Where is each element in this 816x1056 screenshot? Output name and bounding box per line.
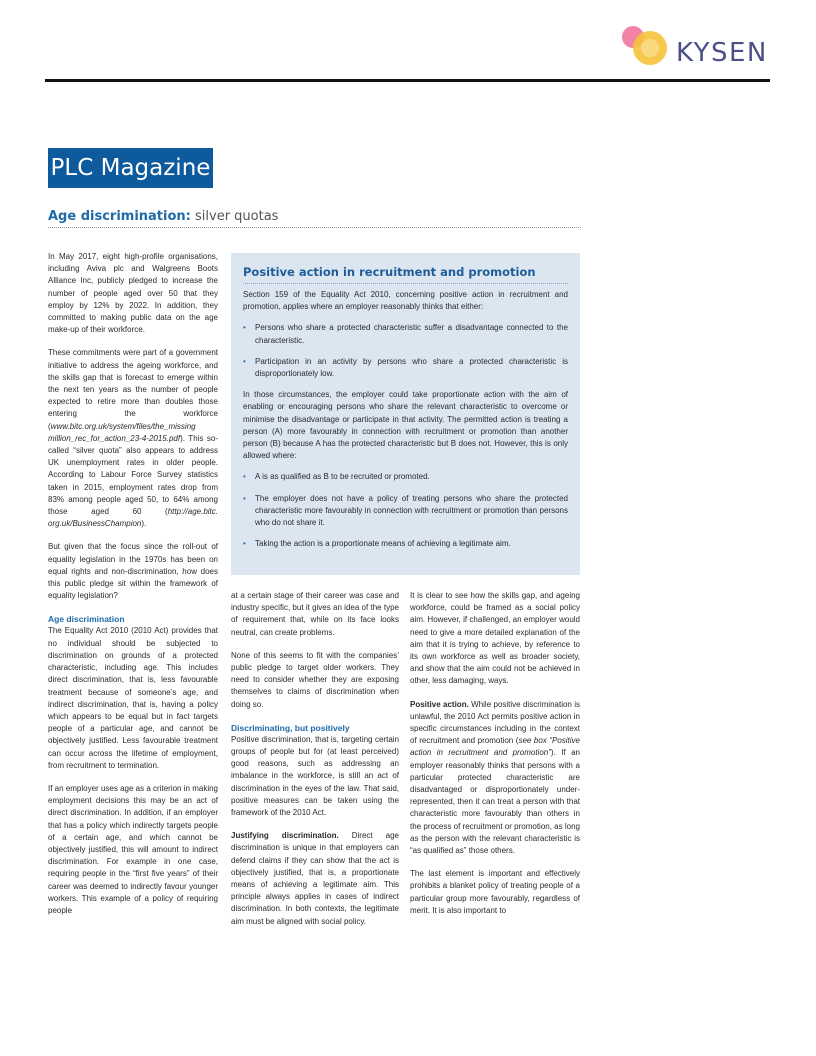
- box-list-1: [243, 322, 568, 380]
- kysen-logo: [620, 22, 780, 72]
- box-list-2: [243, 471, 568, 550]
- box-divider: [243, 283, 568, 284]
- paragraph: But given that the focus since the roll-out of equality legislation in the 1970s has been on equal rights and non-discrimination, how does this public pledge sit within the framework of equality legislation?: [48, 542, 218, 601]
- paragraph: In May 2017, eight high-profile organisations, including Aviva plc and Walgreens Boots Alliance Inc, publicly pledged to increase the number of people aged over 50 that they employ by 12% by 2022. In addition, they committed to making public data on the age make-up of their workforce.: [48, 252, 218, 335]
- bullet-icon: •: [243, 356, 246, 366]
- paragraph: at a certain stage of their career was case and industry specific, but it gives an idea of the type of requirement that, while on its face looks neutral, can create problems.: [231, 591, 399, 637]
- paragraph: The last element is important and effectively prohibits a blanket policy of treating people of a particular group more favourably, regardless of merit. It is also important to: [410, 869, 580, 915]
- magazine-title: PLC Magazine: [48, 148, 213, 188]
- list-item: • Participation in an activity by persons who share a protected characteristic is disproportionately low.: [243, 356, 568, 379]
- list-item: • Taking the action is a proportionate means of achieving a legitimate aim.: [243, 538, 568, 550]
- list-item: • Persons who share a protected characteristic suffer a disadvantage connected to the characteristic.: [243, 323, 568, 345]
- lead-in: Positive action.: [410, 699, 469, 709]
- lead-in: Justifying discrimination.: [231, 831, 339, 841]
- paragraph: Justifying discrimination. Direct age discrimination is unique in that employers can defend claims if they can show that the act is objectively justified, that is, a proportionate means of achieving a legitimate aim. This principle always applies in cases of indirect discrimination. In both contexts, the legitimate aim must be aligned with social policy.: [231, 831, 400, 926]
- bullet-icon: •: [243, 493, 246, 503]
- box-title: Positive action in recruitment and promotion: [243, 265, 536, 279]
- box-intro: Section 159 of the Equality Act 2010, concerning positive action in recruitment and promotion, applies where an employer reasonably thinks that either:: [243, 290, 568, 312]
- list-item: • A is as qualified as B to be recruited or promoted.: [243, 471, 568, 483]
- box-middle: In those circumstances, the employer could take proportionate action with the aim of enabling or encouraging persons who share the relevant characteristic to overcome or minimise the disadvantage or participate in that activity. The permitted action is treating a person (A) more favourably in connection with recruitment or promotion than another person (B) because A has the protected characteristic but B does not. However, this is only allowed where:: [243, 390, 568, 461]
- paragraph: Positive discrimination, that is, targeting certain groups of people but for (at least perceived) good reasons, such as addressing an imbalance in the workforce, is still an act of discrimination in the eyes of the law. That said, positive measures can be taken using the framework of the 2010 Act.: [231, 734, 399, 818]
- column-3: [410, 590, 580, 928]
- column-2: [231, 590, 399, 939]
- section-heading-age-discrimination: Age discrimination: [48, 614, 125, 625]
- paragraph: If an employer uses age as a criterion in making employment decisions this may be an act of direct discrimination. In addition, if an employer that has a policy which indirectly targets people of a certain age, and which cannot be objectively justified, this will amount to indirect discrimination. For example in one case, requiring people in the “first five years” of their career was deemed to indirectly favour younger workers. This example of a policy of requiring people: [48, 783, 218, 915]
- paragraph: Positive action. While positive discrimination is unlawful, the 2010 Act permits positive action in specific circumstances including in the context of recruitment and promotion (see box “Positive action in recruitment and promotion”). If an employer reasonably thinks that persons with a particular protected characteristic are disadvantaged or disproportionately under-represented, then it can treat a person with that characteristic more favourably than others in the process of recruitment or promotion, as long as the person with the relevant characteristic is “as qualified as” those others.: [410, 699, 581, 856]
- cross-reference: see box “Positive action in recruitment and promotion”: [410, 736, 580, 758]
- paragraph: These commitments were part of a government initiative to address the ageing workforce, and the skills gap that is forecast to emerge within the next ten years as the number of people expected to retire more than doubles those entering the workforce (www.bitc.org.uk/system/files/the_missing million_rec_for_action_23-4-2015.pdf). This so-called “silver quota” also appears to address UK unemployment rates in older people. According to Labour Force Survey statistics taken in 2015, employment rates drop from 83% among people aged 50, to 64% among those aged 60 (http://age.bitc. org.uk/BusinessChampion).: [48, 348, 218, 529]
- paragraph: None of this seems to fit with the companies’ public pledge to target older workers. They need to consider whether they are exposing themselves to claims of discrimination when doing so.: [231, 650, 399, 709]
- link-bitc-pdf[interactable]: www.bitc.org.uk/system/files/the_missing million_rec_for_action_23-4-2015.pdf: [48, 421, 196, 443]
- header-rule: [45, 79, 770, 82]
- section-heading-discriminating: Discriminating, but positively: [231, 722, 350, 733]
- logo-wordmark: KYSEN: [676, 38, 768, 68]
- bullet-icon: •: [243, 323, 246, 333]
- link-bitc-champion[interactable]: http://age.bitc. org.uk/BusinessChampion: [48, 507, 218, 529]
- box-content: [243, 289, 568, 559]
- article-title-sub: silver quotas: [190, 209, 279, 224]
- column-1: [48, 251, 218, 928]
- logo-yellow-circle-icon: [633, 31, 667, 65]
- article-title-bold: Age discrimination:: [48, 209, 191, 224]
- list-item: • The employer does not have a policy of treating persons who share the protected characteristic more favourably in connection with recruitment or promotion than persons who do not share it.: [243, 493, 568, 528]
- paragraph: The Equality Act 2010 (2010 Act) provides that no individual should be subjected to discrimination on grounds of a protected characteristic, including age. This includes direct discrimination, that is, less favourable treatment because of someone’s age, and indirect discrimination, that is, having a policy which appears to be equal but in fact targets people of a particular age, and cannot be objectively justified. Less favourable treatment can occur across the lifetime of employment, from recruitment to termination.: [48, 626, 218, 770]
- article-title: [48, 209, 278, 224]
- title-divider: [48, 227, 581, 228]
- positive-action-box: [231, 253, 580, 575]
- paragraph: It is clear to see how the skills gap, and ageing workforce, could be framed as a social policy aim. However, if challenged, an employer would need to give a more detailed explanation of the aim that it is trying to achieve, by reference to its own workforce as well as broader society, and show that the aim could not be achieved in other, less damaging, ways.: [410, 591, 580, 686]
- bullet-icon: •: [243, 539, 246, 549]
- bullet-icon: •: [243, 472, 246, 482]
